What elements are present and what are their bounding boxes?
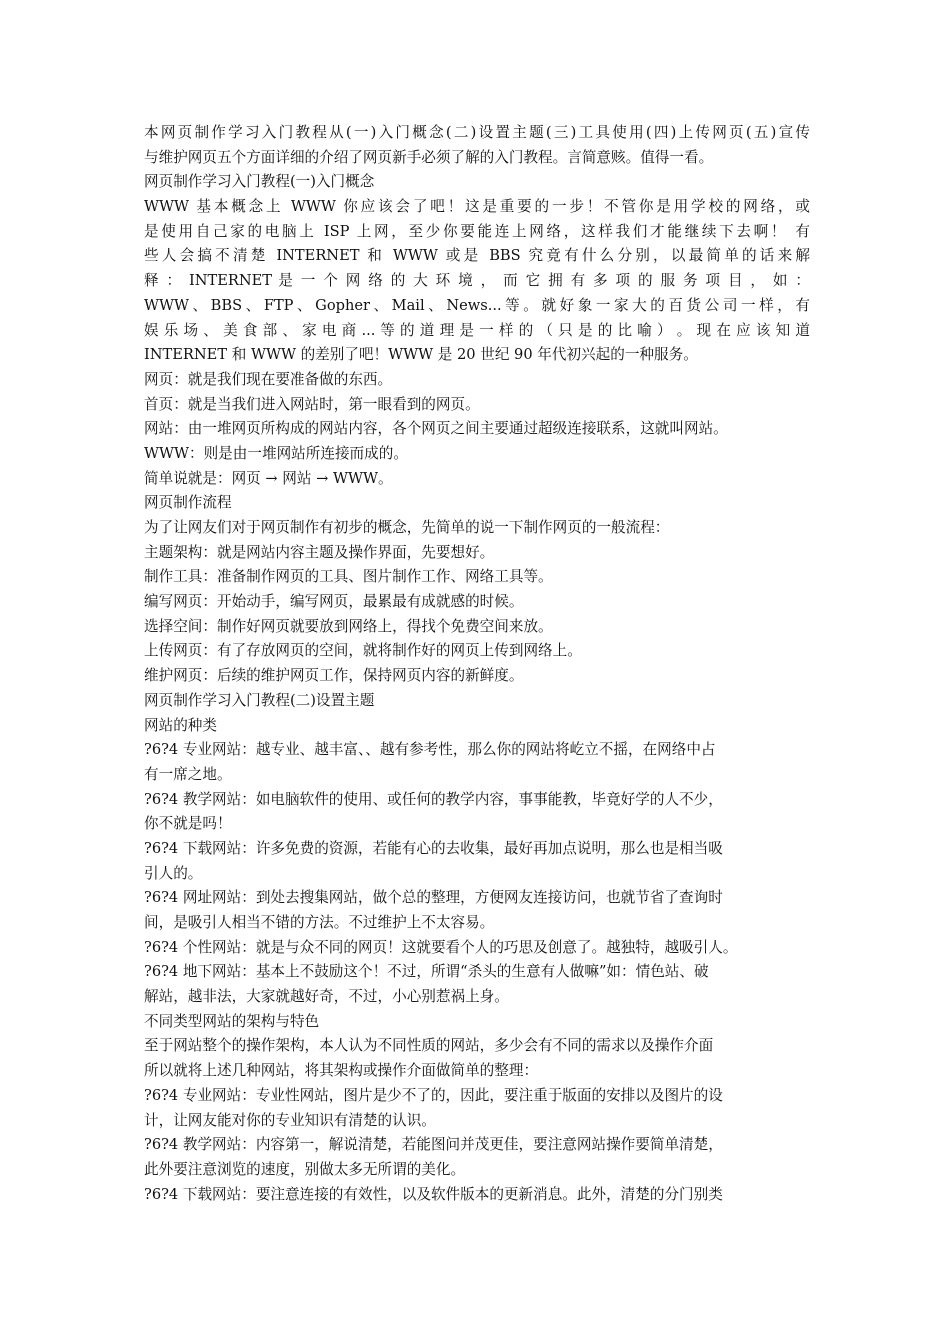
text-line: 娱 乐 场 、 美 食 部 、 家 电 商 ... 等 的 道 理 是 一 样 的 （ 只 是 的 比 喻 ） 。 现 在 应 该 知 道 (144, 321, 810, 339)
text-line: ?6?4 教学网站：内容第一，解说清楚，若能图问并茂更佳，要注意网站操作要简单清楚， (144, 1136, 723, 1154)
text-line: INTERNET 和 WWW 的差别了吧！WWW 是 20 世纪 90 年代初兴起的一种服务。 (144, 346, 698, 364)
text-line: 解站，越非法，大家就越好奇，不过，小心别惹祸上身。 (144, 988, 509, 1006)
text-line: 网站的种类 (144, 716, 217, 734)
text-line: ?6?4 下载网站：许多免费的资源，若能有心的去收集，最好再加点说明，那么也是相当吸 (144, 839, 723, 857)
text-line: WWW 基本概念上 WWW 你应该会了吧！这是重要的一步！不管你是用学校的网络，或 (144, 198, 810, 216)
text-line: ?6?4 专业网站：专业性网站，图片是少不了的，因此，要注重于版面的安排以及图片的设 (144, 1086, 723, 1104)
text-line: 主题架构：就是网站内容主题及操作界面，先要想好。 (144, 543, 495, 561)
text-line: 些人会搞不清楚 INTERNET 和 WWW 或是 BBS 究竟有什么分别，以最简单的话来解 (144, 247, 810, 265)
text-line: 有一席之地。 (144, 765, 232, 783)
text-line: WWW：则是由一堆网站所连接而成的。 (144, 444, 408, 462)
text-line: 释 ： INTERNET 是 一 个 网 络 的 大 环 境 ， 而 它 拥 有 多 项 的 服 务 项 目 ， 如 ： (144, 272, 810, 290)
text-line: WWW、BBS、FTP、Gopher、Mail、News...等。就好象一家大的百货公司一样，有 (144, 296, 810, 314)
text-line: 至于网站整个的操作架构，本人认为不同性质的网站，多少会有不同的需求以及操作介面 (144, 1037, 714, 1055)
text-line: 选择空间：制作好网页就要放到网络上，得找个免费空间来放。 (144, 617, 553, 635)
text-line: 上传网页：有了存放网页的空间，就将制作好的网页上传到网络上。 (144, 642, 582, 660)
text-line: ?6?4 个性网站：就是与众不同的网页！这就要看个人的巧思及创意了。越独特，越吸引人。 (144, 938, 738, 956)
text-line: ?6?4 下载网站：要注意连接的有效性，以及软件版本的更新消息。此外，清楚的分门别类 (144, 1185, 723, 1203)
text-line: 制作工具：准备制作网页的工具、图片制作工作、网络工具等。 (144, 568, 553, 586)
text-line: 网页制作学习入门教程(二)设置主题 (144, 691, 375, 709)
text-line: ?6?4 网址网站：到处去搜集网站，做个总的整理，方便网友连接访问，也就节省了查询时 (144, 889, 723, 907)
text-line: 所以就将上述几种网站，将其架构或操作介面做简单的整理： (144, 1062, 539, 1080)
text-line: 引人的。 (144, 864, 203, 882)
text-line: 不同类型网站的架构与特色 (144, 1012, 320, 1030)
text-line: 编写网页：开始动手，编写网页，最累最有成就感的时候。 (144, 593, 524, 611)
text-line: ?6?4 地下网站：基本上不鼓励这个！不过，所谓“杀头的生意有人做嘛”如：情色站、破 (144, 963, 709, 981)
text-line: ?6?4 教学网站：如电脑软件的使用、或任何的教学内容，事事能教，毕竟好学的人不少， (144, 790, 723, 808)
text-line: 首页：就是当我们进入网站时，第一眼看到的网页。 (144, 395, 480, 413)
text-line: 是使用自己家的电脑上 ISP 上网，至少你要能连上网络，这样我们才能继续下去啊！ 有 (144, 222, 810, 240)
text-line: 网页：就是我们现在要准备做的东西。 (144, 370, 393, 388)
text-line: 与维护网页五个方面详细的介绍了网页新手必须了解的入门教程。言简意赅。值得一看。 (144, 148, 714, 166)
text-line: 计，让网友能对你的专业知识有清楚的认识。 (144, 1111, 436, 1129)
text-line: 此外要注意浏览的速度，别做太多无所谓的美化。 (144, 1160, 466, 1178)
text-line: ?6?4 专业网站：越专业、越丰富、、越有参考性，那么你的网站将屹立不摇，在网络中占 (144, 741, 716, 759)
text-line: 你不就是吗！ (144, 815, 232, 833)
text-line: 间，是吸引人相当不错的方法。不过维护上不太容易。 (144, 914, 495, 931)
text-line: 网页制作流程 (144, 494, 232, 512)
text-line: 本网页制作学习入门教程从(一)入门概念(二)设置主题(三)工具使用(四)上传网页(五)宣传 (144, 124, 810, 141)
text-line: 网页制作学习入门教程(一)入门概念 (144, 173, 375, 191)
text-line: 维护网页：后续的维护网页工作，保持网页内容的新鲜度。 (144, 667, 524, 685)
text-line: 简单说就是：网页 → 网站 → WWW。 (144, 469, 393, 487)
text-line: 网站：由一堆网页所构成的网站内容，各个网页之间主要通过超级连接联系，这就叫网站。 (144, 420, 728, 438)
text-line: 为了让网友们对于网页制作有初步的概念，先简单的说一下制作网页的一般流程： (144, 519, 670, 536)
document-body (144, 121, 810, 1207)
